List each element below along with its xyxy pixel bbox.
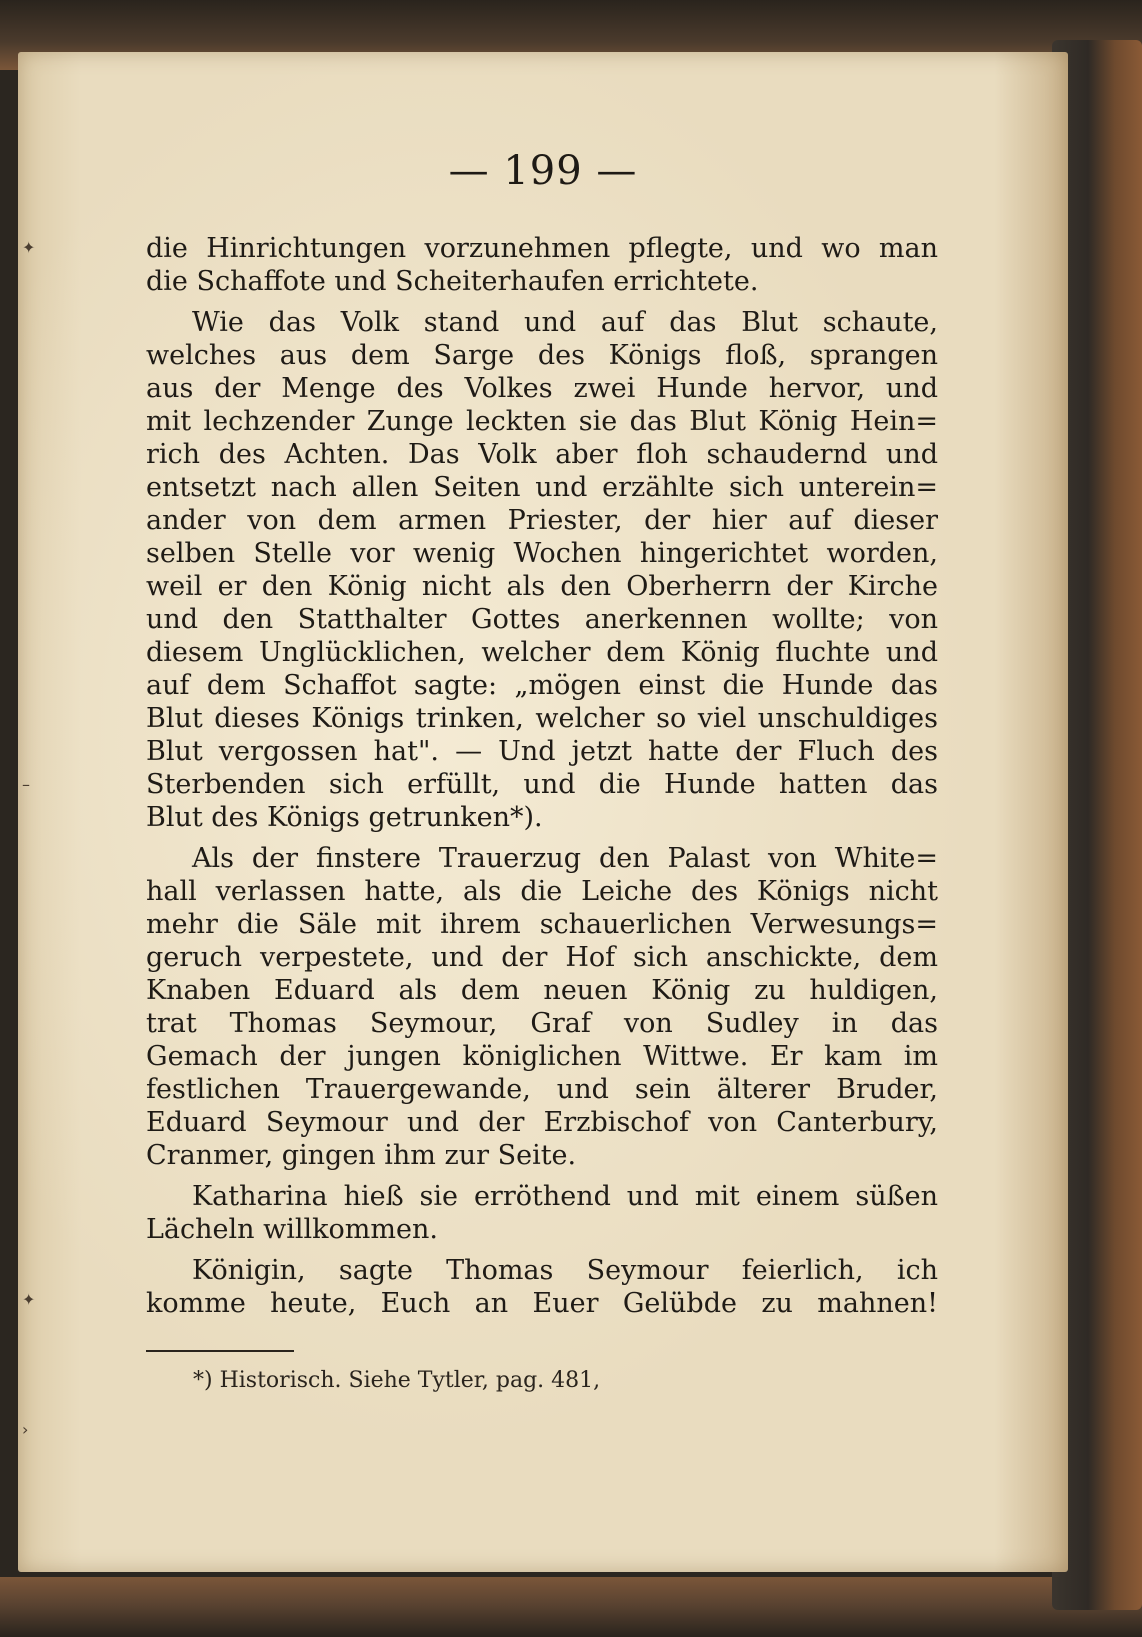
text-line: Knaben Eduard als dem neuen König zu huldigen, — [146, 975, 938, 1006]
text-line: und den Statthalter Gottes anerkennen wollte; von — [146, 604, 938, 635]
paper-page — [18, 52, 1068, 1572]
text-line: hall verlassen hatte, als die Leiche des Königs nicht — [146, 876, 938, 907]
text-line: rich des Achten. Das Volk aber floh schaudernd und — [146, 439, 938, 470]
footnote: *) Historisch. Siehe Tytler, pag. 481, — [193, 1368, 601, 1393]
text-line: festlichen Trauergewande, und sein älterer Bruder, — [146, 1074, 938, 1105]
text-line: welches aus dem Sarge des Königs floß, sprangen — [146, 340, 938, 371]
text-line: Sterbenden sich erfüllt, und die Hunde hatten das — [146, 769, 938, 800]
text-line: selben Stelle vor wenig Wochen hingerichtet worden, — [146, 538, 938, 569]
text-line: Blut vergossen hat". — Und jetzt hatte der Fluch des — [146, 736, 938, 767]
page-body-text — [146, 232, 938, 1320]
paragraph-gap — [146, 1246, 938, 1254]
text-line: mehr die Säle mit ihrem schauerlichen Verwesungs= — [146, 909, 938, 940]
text-line: Blut des Königs getrunken*). — [146, 802, 543, 833]
text-line: ander von dem armen Priester, der hier auf dieser — [146, 505, 938, 536]
text-line: Eduard Seymour und der Erzbischof von Canterbury, — [146, 1107, 938, 1138]
text-line: trat Thomas Seymour, Graf von Sudley in das — [146, 1008, 938, 1039]
margin-mark: › — [22, 1420, 29, 1439]
text-line: Cranmer, gingen ihm zur Seite. — [146, 1140, 577, 1171]
page-number: — 199 — — [448, 148, 638, 194]
margin-mark: – — [22, 775, 30, 794]
text-line: weil er den König nicht als den Oberherrn der Kirche — [146, 571, 938, 602]
footnote-rule — [146, 1350, 294, 1352]
text-line: Wie das Volk stand und auf das Blut schaute, — [192, 307, 938, 338]
text-line: Lächeln willkommen. — [146, 1214, 438, 1245]
paragraph-gap — [146, 1172, 938, 1180]
margin-mark: ✦ — [22, 238, 36, 257]
text-line: mit lechzender Zunge leckten sie das Blut König Hein= — [146, 406, 938, 437]
text-line: diesem Unglücklichen, welcher dem König fluchte und — [146, 637, 938, 668]
text-line: Königin, sagte Thomas Seymour feierlich, ich — [192, 1255, 938, 1286]
text-line: Blut dieses Königs trinken, welcher so viel unschuldiges — [146, 703, 938, 734]
text-line: die Schaffote und Scheiterhaufen errichtete. — [146, 266, 759, 297]
text-line: Als der finstere Trauerzug den Palast von White= — [192, 843, 938, 874]
text-line: auf dem Schaffot sagte: „mögen einst die Hunde das — [146, 670, 938, 701]
text-line: Katharina hieß sie erröthend und mit einem süßen — [192, 1181, 938, 1212]
text-line: komme heute, Euch an Euer Gelübde zu mahnen! — [146, 1288, 938, 1319]
paragraph-gap — [146, 834, 938, 842]
text-line: Gemach der jungen königlichen Wittwe. Er kam im — [146, 1041, 938, 1072]
book-cover-bottom — [0, 1577, 1142, 1637]
text-line: geruch verpestete, und der Hof sich anschickte, dem — [146, 942, 938, 973]
text-line: entsetzt nach allen Seiten und erzählte sich unterein= — [146, 472, 938, 503]
paragraph-gap — [146, 298, 938, 306]
margin-mark: ✦ — [22, 1290, 36, 1309]
text-line: aus der Menge des Volkes zwei Hunde hervor, und — [146, 373, 938, 404]
text-line: die Hinrichtungen vorzunehmen pflegte, und wo man — [146, 233, 938, 264]
